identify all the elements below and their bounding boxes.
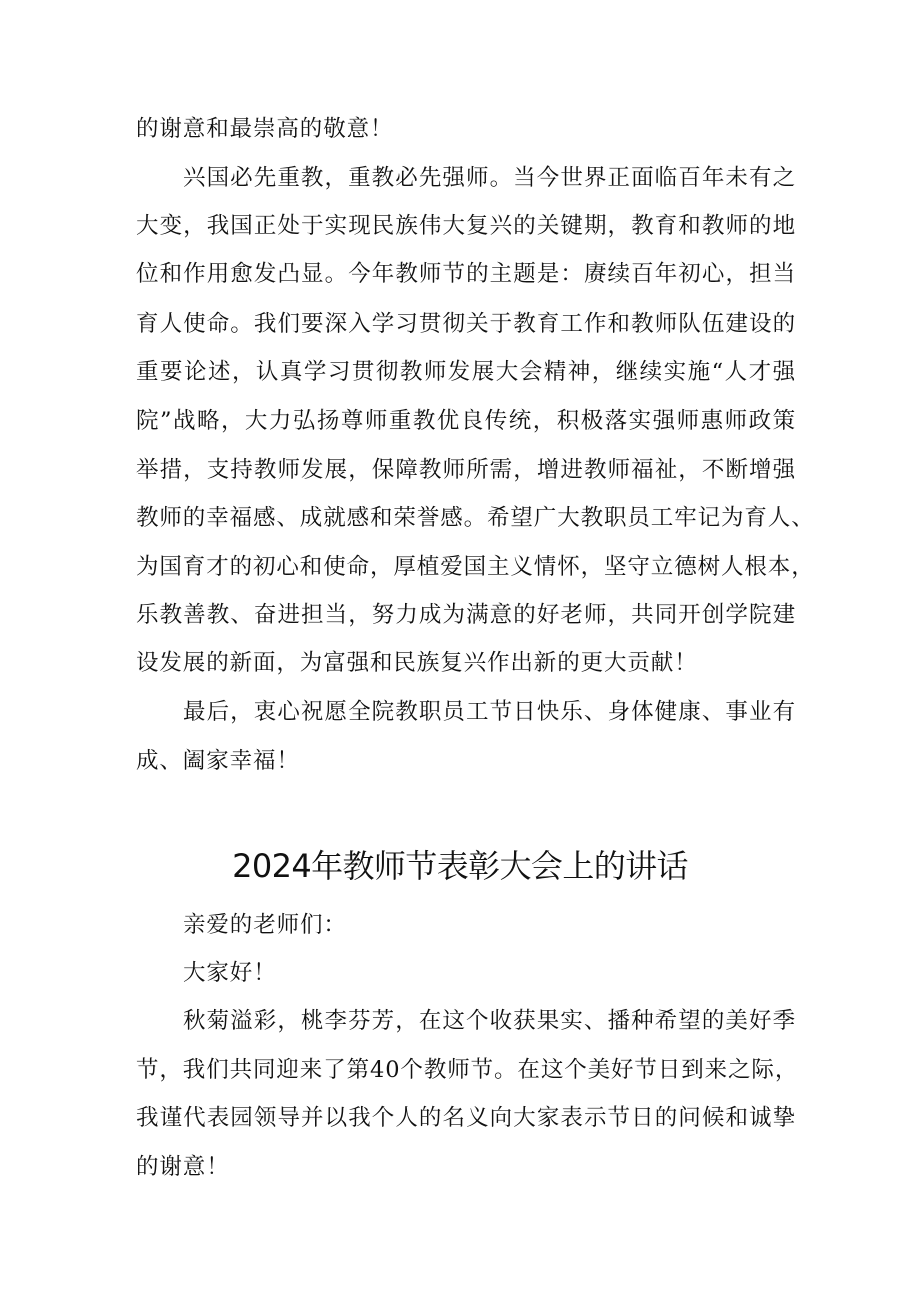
text-line: 节，我们共同迎来了第40个教师节。在这个美好节日到来之际， bbox=[136, 1057, 799, 1083]
text-line: 教师的幸福感、成就感和荣誉感。希望广大教职员工牢记为育人、 bbox=[136, 505, 815, 531]
text-line: 最后，衷心祝愿全院教职员工节日快乐、身体健康、事业有 bbox=[183, 699, 796, 725]
text-line: 举措，支持教师发展，保障教师所需，增进教师福祉，不断增强 bbox=[136, 457, 796, 483]
text-line: 位和作用愈发凸显。今年教师节的主题是：赓续百年初心，担当 bbox=[136, 261, 796, 287]
text-line: 的谢意和最崇高的敬意！ bbox=[136, 116, 394, 142]
text-line: 的谢意！ bbox=[136, 1154, 230, 1180]
text-line: 我谨代表园领导并以我个人的名义向大家表示节日的问候和诚挚 bbox=[136, 1105, 796, 1131]
text-line: 重要论述，认真学习贯彻教师发展大会精神，继续实施“人才强 bbox=[136, 359, 796, 385]
greeting-line: 大家好！ bbox=[183, 960, 277, 986]
text-line: 乐教善教、奋进担当，努力成为满意的好老师，共同开创学院建 bbox=[136, 602, 796, 628]
text-line: 大变，我国正处于实现民族伟大复兴的关键期，教育和教师的地 bbox=[136, 213, 796, 239]
text-line: 育人使命。我们要深入学习贯彻关于教育工作和教师队伍建设的 bbox=[136, 311, 796, 337]
text-line: 设发展的新面，为富强和民族复兴作出新的更大贡献！ bbox=[136, 650, 698, 676]
text-line: 秋菊溢彩，桃李芬芳，在这个收获果实、播种希望的美好季 bbox=[183, 1008, 796, 1034]
text-line: 院”战略，大力弘扬尊师重教优良传统，积极落实强师惠师政策 bbox=[136, 408, 796, 434]
speech-title: 2024年教师节表彰大会上的讲话 bbox=[232, 847, 688, 885]
greeting-line: 亲爱的老师们： bbox=[183, 912, 347, 938]
text-line: 兴国必先重教，重教必先强师。当今世界正面临百年未有之 bbox=[183, 165, 796, 191]
text-line: 为国育才的初心和使命，厚植爱国主义情怀，坚守立德树人根本， bbox=[136, 554, 815, 580]
text-line: 成、阖家幸福！ bbox=[136, 748, 300, 774]
